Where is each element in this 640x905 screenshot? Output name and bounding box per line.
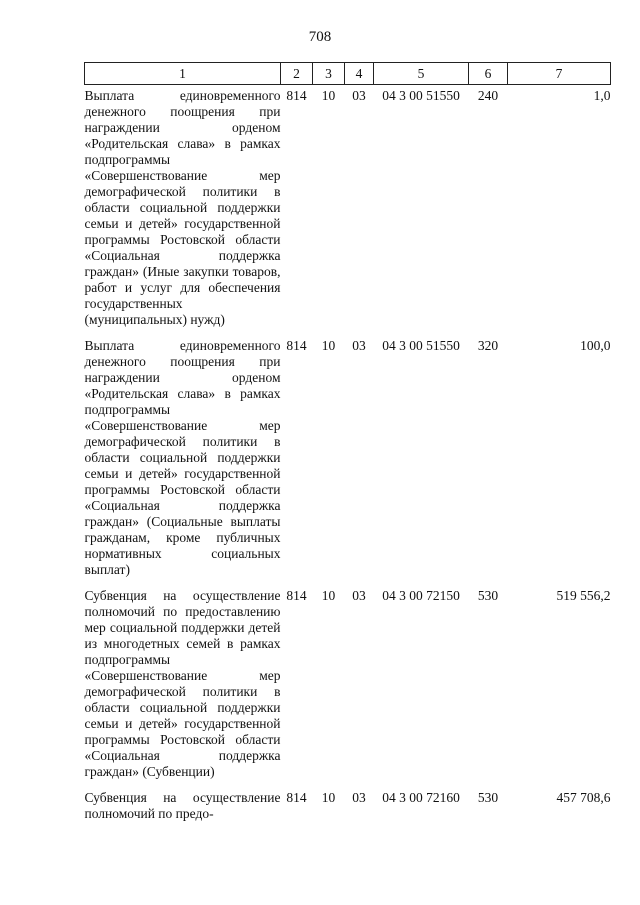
header-col-3: 3: [313, 63, 345, 85]
row-ministry-code: 814: [286, 338, 307, 353]
row-description: Субвенция на осуществление полномочий по предоставлению мер социальной поддержки детей из многодетных семей в рамках подпрограммы «Совершенствование мер демографической политики в области социальной поддержки семьи и детей» государственной программы Ростовской области «Социальная поддержка граждан» (Субвенции): [84, 588, 281, 779]
row-ministry-code: 814: [286, 588, 307, 603]
row-expense-type: 320: [477, 338, 499, 353]
row-section-code: 10: [321, 338, 336, 353]
table-body: [85, 85, 611, 830]
header-col-4: 4: [345, 63, 374, 85]
row-target-article: 04 3 00 72150: [382, 588, 460, 603]
row-expense-type: 240: [477, 88, 499, 103]
page-number: 708: [308, 29, 332, 45]
row-section-code: 10: [321, 588, 336, 603]
row-expense-type: 530: [477, 790, 499, 805]
table-row: [85, 585, 611, 787]
row-amount: 1,0: [593, 88, 611, 103]
row-amount: 457 708,6: [556, 790, 611, 805]
row-subsection-code: 03: [352, 790, 366, 805]
row-section-code: 10: [321, 790, 336, 805]
row-target-article: 04 3 00 51550: [382, 88, 460, 103]
row-subsection-code: 03: [352, 338, 366, 353]
row-subsection-code: 03: [352, 88, 366, 103]
header-col-5: 5: [374, 63, 469, 85]
row-expense-type: 530: [477, 588, 499, 603]
row-amount: 100,0: [580, 338, 611, 353]
row-ministry-code: 814: [286, 88, 307, 103]
row-target-article: 04 3 00 72160: [382, 790, 460, 805]
row-subsection-code: 03: [352, 588, 366, 603]
row-amount: 519 556,2: [556, 588, 611, 603]
budget-table: [84, 62, 611, 829]
row-description: Выплата единовременного денежного поощрения при награждении орденом «Родительская слава» в рамках подпрограммы «Совершенствование мер демографической политики в области социальной поддержки семьи и детей» государственной программы Ростовской области «Социальная поддержка граждан» (Социальные выплаты гражданам, кроме публичных нормативных социальных выплат): [84, 338, 281, 577]
table-row: [85, 787, 611, 829]
table-row: [85, 335, 611, 585]
row-ministry-code: 814: [286, 790, 307, 805]
header-col-2: 2: [281, 63, 313, 85]
header-col-6: 6: [469, 63, 508, 85]
row-section-code: 10: [321, 88, 336, 103]
header-col-1: 1: [85, 63, 281, 85]
row-description: Выплата единовременного денежного поощрения при награждении орденом «Родительская слава» в рамках подпрограммы «Совершенствование мер демографической политики в области социальной поддержки семьи и детей» государственной программы Ростовской области «Социальная поддержка граждан» (Иные закупки товаров, работ и услуг для обеспечения государственных (муниципальных) нужд): [84, 88, 281, 327]
table-header: [85, 63, 611, 85]
row-description: Субвенция на осуществление полномочий по предо-: [84, 790, 281, 821]
row-target-article: 04 3 00 51550: [382, 338, 460, 353]
header-col-7: 7: [508, 63, 611, 85]
table-row: [85, 85, 611, 336]
header-row: [85, 63, 611, 85]
